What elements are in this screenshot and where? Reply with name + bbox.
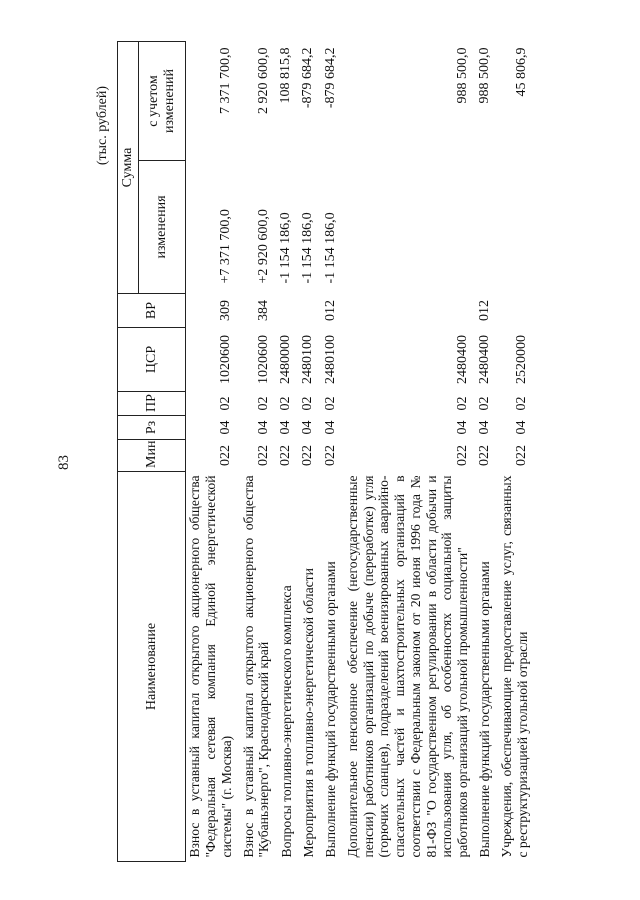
row-total: -879 684,2 — [300, 47, 316, 109]
row-pr: 02 — [278, 396, 294, 411]
row-csr: 2520000 — [514, 335, 530, 384]
header-rz: Рз — [118, 416, 186, 440]
table-row — [476, 42, 498, 862]
row-name: Взнос в уставный капитал открытого акционерного общества "Федеральная сетевая компания Единой энергетической системы" (г. Москва) — [187, 475, 234, 858]
table-row — [277, 42, 299, 862]
row-min: 022 — [255, 445, 271, 466]
row-rz: 04 — [322, 420, 338, 435]
row-vr — [299, 294, 321, 328]
row-vr: 384 — [255, 300, 271, 321]
row-change: -1 154 186,0 — [322, 212, 338, 284]
row-total: 988 500,0 — [454, 47, 470, 104]
row-total: 108 815,8 — [278, 47, 294, 104]
row-rz: 04 — [476, 420, 492, 435]
row-name: Мероприятия в топливно-энергетической области — [300, 568, 316, 858]
row-min: 022 — [218, 445, 234, 466]
row-pr: 02 — [218, 396, 234, 411]
row-pr: 02 — [322, 396, 338, 411]
header-pr: ПР — [118, 392, 186, 416]
row-csr: 1020600 — [255, 335, 271, 384]
page-number: 83 — [56, 455, 72, 470]
row-name: Вопросы топливно-энергетического комплекса — [278, 585, 294, 858]
units-note: (тыс. рублей) — [95, 86, 110, 166]
row-change — [498, 161, 536, 294]
header-changes: изменения — [139, 161, 186, 294]
header-sum: Сумма — [118, 42, 139, 294]
row-total: 45 806,9 — [514, 47, 530, 97]
row-vr — [498, 294, 536, 328]
row-rz: 04 — [218, 420, 234, 435]
row-change — [344, 161, 476, 294]
row-change: -1 154 186,0 — [278, 212, 294, 284]
row-change — [476, 161, 498, 294]
row-name: Взнос в уставный капитал открытого акционерного общества "Кубаньэнерго", Краснодарский край — [240, 475, 272, 858]
row-vr: 309 — [218, 300, 234, 321]
row-total: 988 500,0 — [476, 47, 492, 104]
row-name: Дополнительное пенсионное обеспечение (негосударственные пенсии) работников организаций по добыче (переработке) угля (горючих сланцев), подразделений военизированных аварийно-спасательных частей и шахтостроительных организаций в соответствии с Федеральным законом от 20 июня 1996 года № 81-ФЗ "О государственном регулировании в области добычи и использования угля, об особенностях социальной защиты работников организаций угольной промышленности" — [344, 475, 471, 858]
table-row — [186, 42, 240, 862]
header-name: Наименование — [118, 472, 186, 862]
row-min: 022 — [322, 445, 338, 466]
table-row — [299, 42, 321, 862]
row-vr — [277, 294, 299, 328]
row-pr: 02 — [476, 396, 492, 411]
row-pr: 02 — [255, 396, 271, 411]
header-with-changes: с учетом изменений — [139, 42, 186, 161]
row-rz: 04 — [514, 420, 530, 435]
row-min: 022 — [278, 445, 294, 466]
row-total: 2 920 600,0 — [255, 47, 271, 114]
row-name: Выполнение функций государственными органами — [323, 561, 338, 858]
header-vr: ВР — [118, 294, 186, 328]
row-vr: 012 — [322, 300, 338, 321]
row-total: 7 371 700,0 — [218, 47, 234, 114]
row-csr: 2480100 — [322, 335, 338, 384]
row-csr: 2480100 — [300, 335, 316, 384]
row-total: -879 684,2 — [322, 47, 338, 109]
row-csr: 2480000 — [278, 335, 294, 384]
table-row — [240, 42, 278, 862]
header-csr: ЦСР — [118, 328, 186, 392]
header-min: Мин — [118, 440, 186, 472]
row-rz: 04 — [278, 420, 294, 435]
row-vr — [344, 294, 476, 328]
row-pr: 02 — [300, 396, 316, 411]
row-rz: 04 — [255, 420, 271, 435]
row-min: 022 — [300, 445, 316, 466]
table-row — [344, 42, 476, 862]
row-rz: 04 — [454, 420, 470, 435]
row-min: 022 — [454, 445, 470, 466]
budget-table-page — [95, 42, 615, 862]
row-csr: 1020600 — [218, 335, 234, 384]
row-min: 022 — [476, 445, 492, 466]
row-change: +2 920 600,0 — [255, 209, 271, 284]
table-row — [322, 42, 344, 862]
row-csr: 2480400 — [454, 335, 470, 384]
row-csr: 2480400 — [476, 335, 492, 384]
row-pr: 02 — [514, 396, 530, 411]
table-row — [498, 42, 536, 862]
budget-table — [117, 41, 536, 862]
row-pr: 02 — [454, 396, 470, 411]
row-change: -1 154 186,0 — [300, 212, 316, 284]
row-name: Учреждения, обеспечивающие предоставление услуг, связанных с реструктуризацией угольной отрасли — [499, 475, 530, 858]
row-rz: 04 — [300, 420, 316, 435]
row-min: 022 — [514, 445, 530, 466]
row-change: +7 371 700,0 — [218, 209, 234, 284]
row-name: Выполнение функций государственными органами — [477, 561, 493, 858]
row-vr: 012 — [476, 300, 492, 321]
